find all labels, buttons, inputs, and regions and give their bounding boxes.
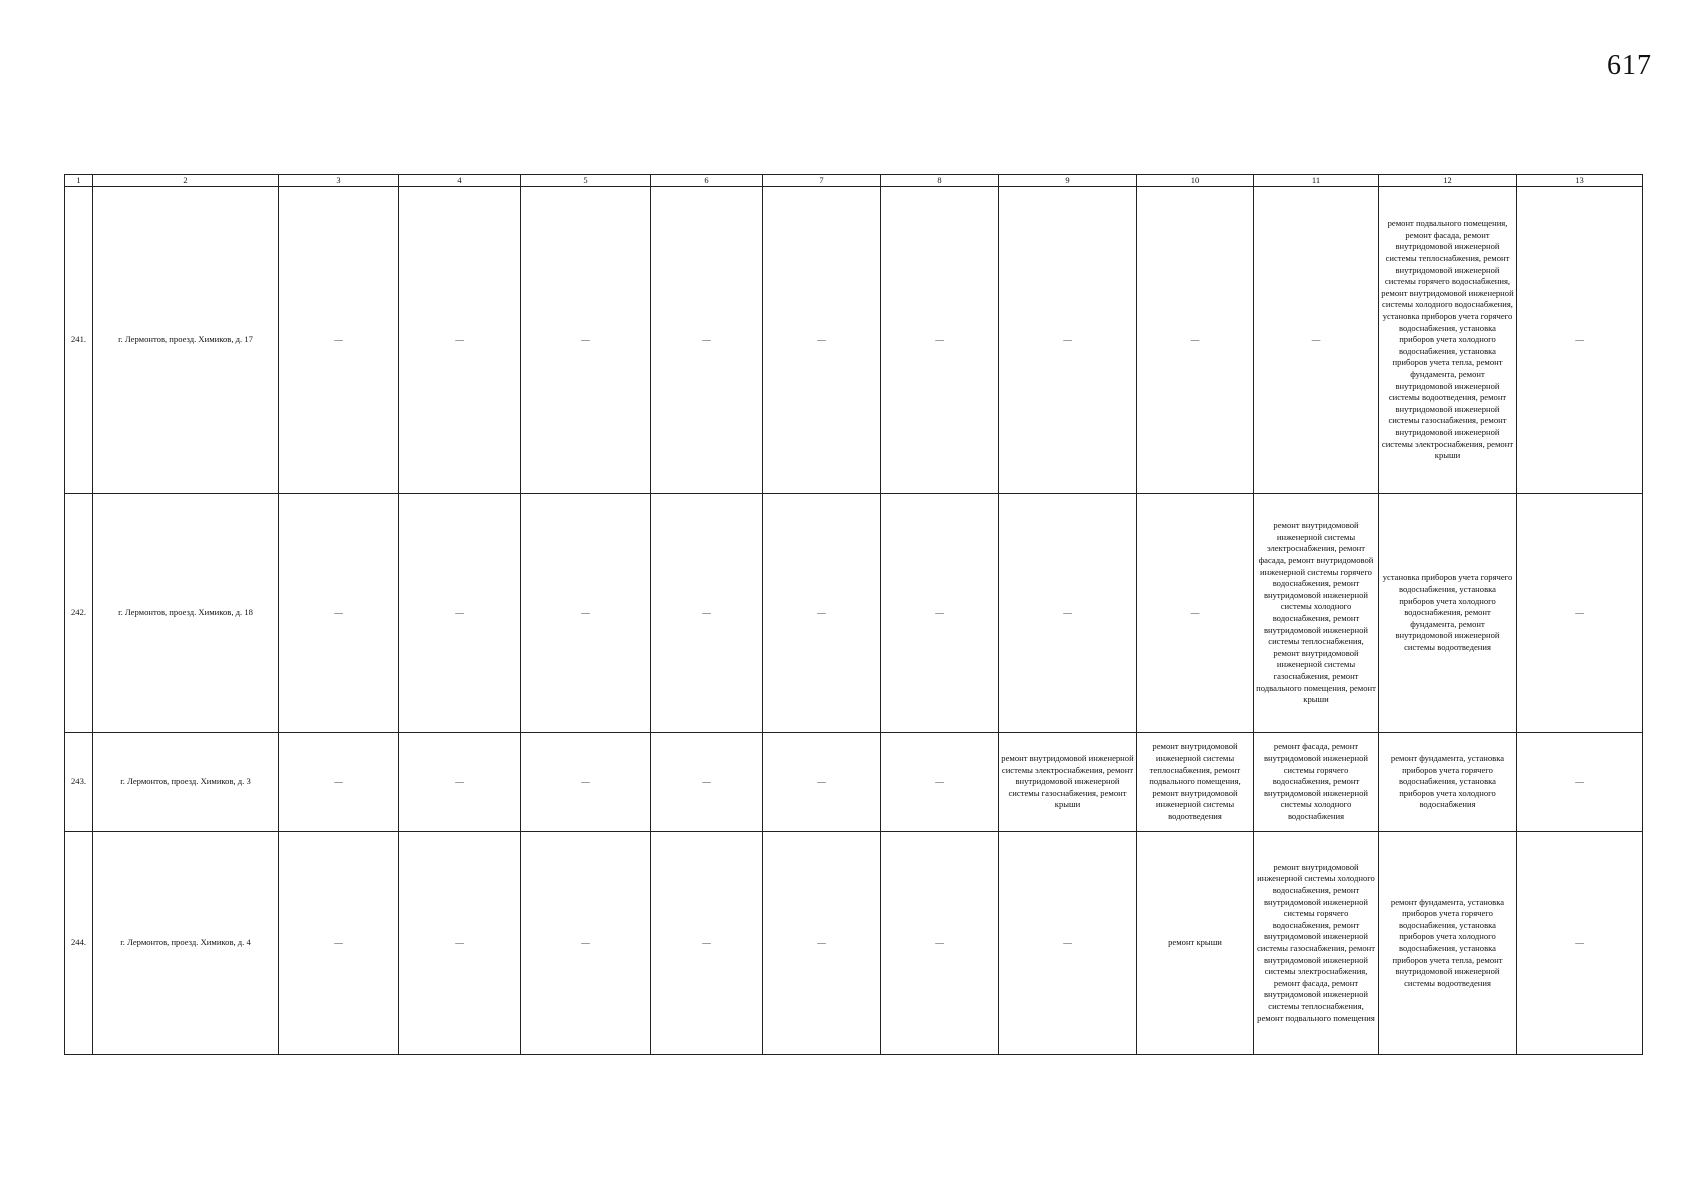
works-cell: ремонт подвального помещения, ремонт фасада, ремонт внутридомовой инженерной системы теплоснабжения, ремонт внутридомовой инженерной системы горячего водоснабжения, ремонт внутридомовой инженерной системы холодного водоснабжения, установка приборов учета горячего водоснабжения, установка приборов учета холодного водоснабжения, установка приборов учета тепла, ремонт фундамента, ремонт внутридомовой инженерной системы водоотведения, ремонт внутридомовой инженерной системы газоснабжения, ремонт внутридомовой инженерной системы электроснабжения, ремонт крыши xyxy=(1379,187,1517,494)
column-header-7: 7 xyxy=(763,175,881,187)
empty-dash: — xyxy=(881,494,999,733)
empty-dash: — xyxy=(279,187,399,494)
column-header-5: 5 xyxy=(521,175,651,187)
header-row xyxy=(65,175,1643,187)
empty-dash: — xyxy=(521,494,651,733)
works-cell: ремонт внутридомовой инженерной системы холодного водоснабжения, ремонт внутридомовой инженерной системы горячего водоснабжения, ремонт внутридомовой инженерной системы газоснабжения, ремонт внутридомовой инженерной системы электроснабжения, ремонт фасада, ремонт внутридомовой инженерной системы теплоснабжения, ремонт подвального помещения xyxy=(1254,832,1379,1055)
empty-dash: — xyxy=(1517,494,1643,733)
row-number: 242. xyxy=(65,494,93,733)
column-header-12: 12 xyxy=(1379,175,1517,187)
works-cell: установка приборов учета горячего водоснабжения, установка приборов учета холодного водоснабжения, ремонт фундамента, ремонт внутридомовой инженерной системы водоотведения xyxy=(1379,494,1517,733)
row-number: 241. xyxy=(65,187,93,494)
table-row xyxy=(65,187,1643,494)
column-header-2: 2 xyxy=(93,175,279,187)
works-cell: ремонт фундамента, установка приборов учета горячего водоснабжения, установка приборов учета холодного водоснабжения xyxy=(1379,733,1517,832)
works-cell: ремонт внутридомовой инженерной системы электроснабжения, ремонт фасада, ремонт внутридомовой инженерной системы горячего водоснабжения, ремонт внутридомовой инженерной системы холодного водоснабжения, ремонт внутридомовой инженерной системы теплоснабжения, ремонт внутридомовой инженерной системы газоснабжения, ремонт подвального помещения, ремонт крыши xyxy=(1254,494,1379,733)
page-number: 617 xyxy=(1607,50,1652,81)
empty-dash: — xyxy=(881,733,999,832)
column-header-9: 9 xyxy=(999,175,1137,187)
column-header-3: 3 xyxy=(279,175,399,187)
empty-dash: — xyxy=(521,187,651,494)
empty-dash: — xyxy=(881,832,999,1055)
works-cell: ремонт фасада, ремонт внутридомовой инженерной системы горячего водоснабжения, ремонт внутридомовой инженерной системы холодного водоснабжения xyxy=(1254,733,1379,832)
empty-dash: — xyxy=(881,187,999,494)
table-row xyxy=(65,494,1643,733)
address-cell: г. Лермонтов, проезд. Химиков, д. 18 xyxy=(93,494,279,733)
empty-dash: — xyxy=(279,733,399,832)
works-cell: ремонт внутридомовой инженерной системы электроснабжения, ремонт внутридомовой инженерной системы газоснабжения, ремонт крыши xyxy=(999,733,1137,832)
row-number: 243. xyxy=(65,733,93,832)
empty-dash: — xyxy=(521,733,651,832)
address-cell: г. Лермонтов, проезд. Химиков, д. 3 xyxy=(93,733,279,832)
empty-dash: — xyxy=(1254,187,1379,494)
works-cell: ремонт фундамента, установка приборов учета горячего водоснабжения, установка приборов учета холодного водоснабжения, установка приборов учета тепла, ремонт внутридомовой инженерной системы водоотведения xyxy=(1379,832,1517,1055)
column-header-8: 8 xyxy=(881,175,999,187)
empty-dash: — xyxy=(399,187,521,494)
column-header-1: 1 xyxy=(65,175,93,187)
empty-dash: — xyxy=(999,832,1137,1055)
empty-dash: — xyxy=(1517,187,1643,494)
empty-dash: — xyxy=(399,733,521,832)
empty-dash: — xyxy=(651,832,763,1055)
empty-dash: — xyxy=(651,733,763,832)
empty-dash: — xyxy=(399,494,521,733)
table-row xyxy=(65,733,1643,832)
column-header-6: 6 xyxy=(651,175,763,187)
row-number: 244. xyxy=(65,832,93,1055)
empty-dash: — xyxy=(1517,832,1643,1055)
empty-dash: — xyxy=(999,494,1137,733)
address-cell: г. Лермонтов, проезд. Химиков, д. 4 xyxy=(93,832,279,1055)
empty-dash: — xyxy=(1137,494,1254,733)
empty-dash: — xyxy=(279,832,399,1055)
empty-dash: — xyxy=(1137,187,1254,494)
empty-dash: — xyxy=(763,733,881,832)
column-header-10: 10 xyxy=(1137,175,1254,187)
works-cell: ремонт внутридомовой инженерной системы теплоснабжения, ремонт подвального помещения, ремонт внутридомовой инженерной системы водоотведения xyxy=(1137,733,1254,832)
works-cell: ремонт крыши xyxy=(1137,832,1254,1055)
column-header-13: 13 xyxy=(1517,175,1643,187)
empty-dash: — xyxy=(999,187,1137,494)
empty-dash: — xyxy=(399,832,521,1055)
column-header-4: 4 xyxy=(399,175,521,187)
empty-dash: — xyxy=(763,832,881,1055)
table-row xyxy=(65,832,1643,1055)
column-header-11: 11 xyxy=(1254,175,1379,187)
empty-dash: — xyxy=(651,494,763,733)
repair-schedule-table xyxy=(64,174,1643,1055)
address-cell: г. Лермонтов, проезд. Химиков, д. 17 xyxy=(93,187,279,494)
empty-dash: — xyxy=(1517,733,1643,832)
empty-dash: — xyxy=(651,187,763,494)
empty-dash: — xyxy=(763,494,881,733)
empty-dash: — xyxy=(279,494,399,733)
empty-dash: — xyxy=(763,187,881,494)
empty-dash: — xyxy=(521,832,651,1055)
